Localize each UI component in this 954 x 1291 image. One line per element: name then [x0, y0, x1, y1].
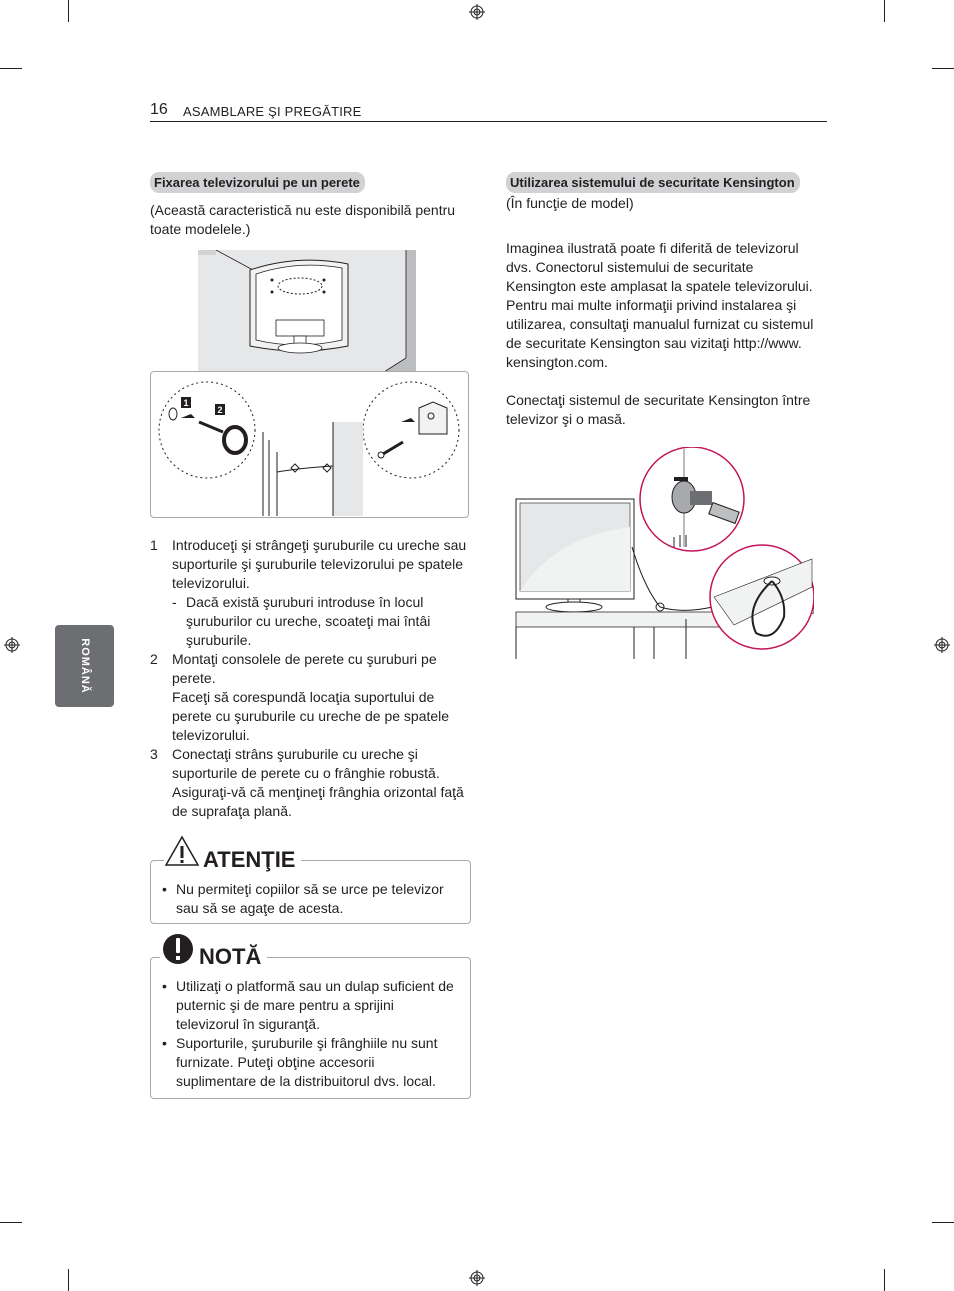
kensington-lock-illustration	[514, 447, 814, 659]
crop-mark	[932, 68, 954, 69]
note-exclamation-icon	[160, 932, 196, 966]
wall-mount-heading: Fixarea televizorului pe un perete	[150, 172, 365, 193]
step-text: Montaţi consolele de perete cu şuruburi pe perete. Faceţi să corespundă locaţia suportului de perete cu şuruburile cu ureche de pe spatele televizorului.	[172, 651, 450, 743]
sub-step-text: Dacă există şuruburi introduse în locul şuruburilor cu ureche, scoateţi mai întâi şuruburile.	[186, 594, 431, 648]
caution-triangle-icon	[164, 835, 200, 867]
registration-mark-icon	[4, 637, 20, 653]
tv-back-illustration	[198, 250, 416, 372]
crop-mark	[0, 68, 22, 69]
caution-text: Nu permiteţi copiilor să se urce pe televizor sau să se agaţe de acesta.	[176, 881, 444, 916]
crop-mark	[932, 1222, 954, 1223]
crop-mark	[884, 1269, 885, 1291]
kensington-instruction: Conectaţi sistemul de securitate Kensington între televizor şi o masă.	[506, 392, 811, 427]
step-label-1: 1	[183, 398, 189, 408]
step-text: Introduceţi şi strângeţi şuruburile cu ureche sau suporturile şi şuruburile televizorului pe spatele televizorului.	[172, 537, 467, 591]
eye-bolt-bracket-illustration	[151, 372, 467, 516]
kensington-heading: Utilizarea sistemului de securitate Kensington	[506, 172, 800, 193]
registration-mark-icon	[934, 637, 950, 653]
note-text: Suporturile, şuruburile şi frânghiile nu sunt furnizate. Puteţi obţine accesorii suplimentare de la distribuitorul dvs. local.	[176, 1035, 438, 1089]
step-number: 3	[150, 746, 158, 762]
model-dependency-note: (În funcţie de model)	[506, 195, 634, 211]
crop-mark	[68, 0, 69, 22]
crop-mark	[68, 1269, 69, 1291]
caution-title: ATENŢIE	[199, 847, 301, 873]
language-label: ROMÂNĂ	[78, 638, 91, 694]
step-text: Conectaţi strâns şuruburile cu ureche şi suporturile de perete cu o frânghie robustă. Asiguraţi-vă că menţineţi frânghia orizontal faţă de suprafaţa plană.	[172, 746, 464, 819]
step-label-2: 2	[217, 405, 223, 415]
step-number: 2	[150, 651, 158, 667]
wall-mount-steps	[150, 536, 472, 826]
bullet: •	[162, 978, 167, 994]
bullet: •	[162, 881, 167, 897]
registration-mark-icon	[469, 1270, 485, 1286]
note-title: NOTĂ	[195, 944, 267, 970]
registration-mark-icon	[469, 4, 485, 20]
kensington-description: Imaginea ilustrată poate fi diferită de televizorul dvs. Conectorul sistemului de securitate Kensington este amplasat la spatele televizorului. Pentru mai multe informaţii privind instalarea şi utilizarea, consultaţi manualul furnizat cu sistemul de securitate Kensington sau vizitaţi http://www. kensington.com.	[506, 240, 814, 370]
crop-mark	[0, 1222, 22, 1223]
bullet: •	[162, 1035, 167, 1051]
section-title: ASAMBLARE ŞI PREGĂTIRE	[183, 104, 362, 119]
step-number: 1	[150, 537, 158, 553]
availability-note: (Această caracteristică nu este disponibilă pentru toate modelele.)	[150, 202, 456, 237]
sub-step-dash: -	[172, 594, 177, 610]
crop-mark	[884, 0, 885, 22]
language-side-tab	[55, 625, 114, 707]
header-divider	[150, 121, 827, 122]
page-number: 16	[150, 101, 168, 118]
note-text: Utilizaţi o platformă sau un dulap suficient de puternic şi de mare pentru a sprijini televizorul în siguranţă.	[176, 978, 454, 1032]
